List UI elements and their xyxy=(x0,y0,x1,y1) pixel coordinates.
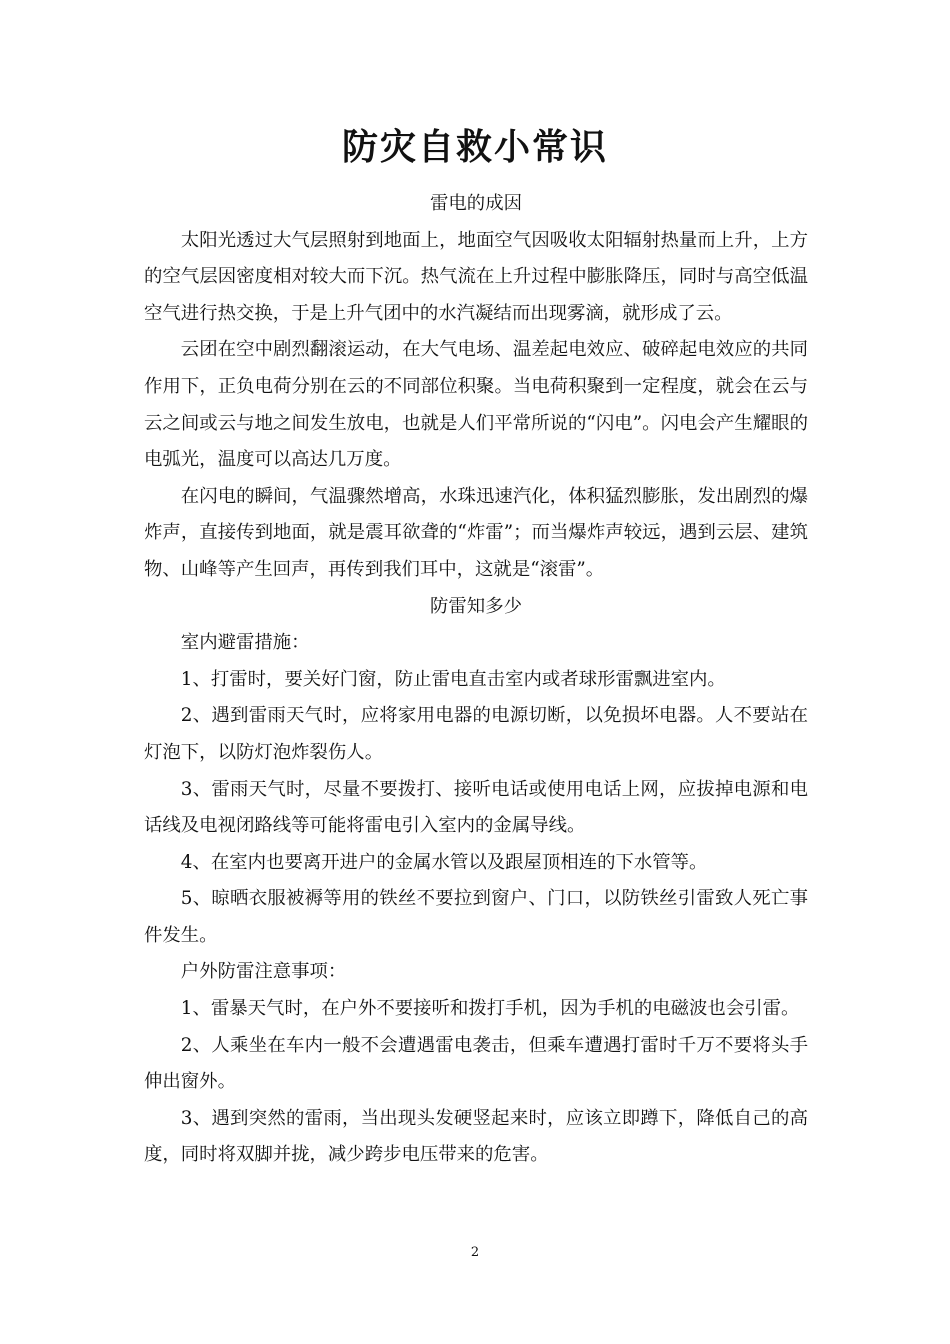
document-title: 防灾自救小常识 xyxy=(341,127,608,168)
outdoor-measures-label: 户外防雷注意事项： xyxy=(180,961,347,983)
paragraph: 在闪电的瞬间，气温骤然增高，水珠迅速汽化，体积猛烈膨胀，发出剧烈的爆炸声，直接传到地面，就是震耳欲聋的“炸雷”；而当爆炸声较远，遇到云层、建筑物、山峰等产生回声，再传到我们耳中，这就是“滚雷”。 xyxy=(144,485,808,580)
indoor-measures-label: 室内避雷措施： xyxy=(180,632,310,654)
paragraph: 云团在空中剧烈翻滚运动，在大气电场、温差起电效应、破碎起电效应的共同作用下，正负电荷分别在云的不同部位积聚。当电荷积聚到一定程度，就会在云与云之间或云与地之间发生放电，也就是人们平常所说的“闪电”。闪电会产生耀眼的电弧光，温度可以高达几万度。 xyxy=(144,339,808,471)
list-item: 1、雷暴天气时，在户外不要接听和拨打手机，因为手机的电磁波也会引雷。 xyxy=(180,998,800,1020)
list-item: 5、晾晒衣服被褥等用的铁丝不要拉到窗户、门口，以防铁丝引雷致人死亡事件发生。 xyxy=(144,888,808,946)
document-body xyxy=(144,186,808,1174)
list-item: 2、遇到雷雨天气时，应将家用电器的电源切断，以免损坏电器。人不要站在灯泡下，以防灯泡炸裂伤人。 xyxy=(144,705,808,763)
page-number: 2 xyxy=(470,1245,480,1260)
list-item: 3、遇到突然的雷雨，当出现头发硬竖起来时，应该立即蹲下，降低自己的高度，同时将双脚并拢，减少跨步电压带来的危害。 xyxy=(144,1107,808,1166)
list-item: 3、雷雨天气时，尽量不要拨打、接听电话或使用电话上网，应拔掉电源和电话线及电视闭路线等可能将雷电引入室内的金属导线。 xyxy=(144,778,808,837)
list-item: 2、人乘坐在车内一般不会遭遇雷电袭击，但乘车遭遇打雷时千万不要将头手伸出窗外。 xyxy=(144,1034,808,1093)
list-item: 1、打雷时，要关好门窗，防止雷电直击室内或者球形雷飘进室内。 xyxy=(180,668,726,690)
section-heading-lightning-protection: 防雷知多少 xyxy=(430,595,522,617)
list-item: 4、在室内也要离开进户的金属水管以及跟屋顶相连的下水管等。 xyxy=(180,851,708,873)
paragraph: 太阳光透过大气层照射到地面上，地面空气因吸收太阳辐射热量而上升，上方的空气层因密度相对较大而下沉。热气流在上升过程中膨胀降压，同时与高空低温空气进行热交换，于是上升气团中的水汽凝结而出现雾滴，就形成了云。 xyxy=(144,229,808,324)
section-heading-lightning-causes: 雷电的成因 xyxy=(430,193,522,214)
